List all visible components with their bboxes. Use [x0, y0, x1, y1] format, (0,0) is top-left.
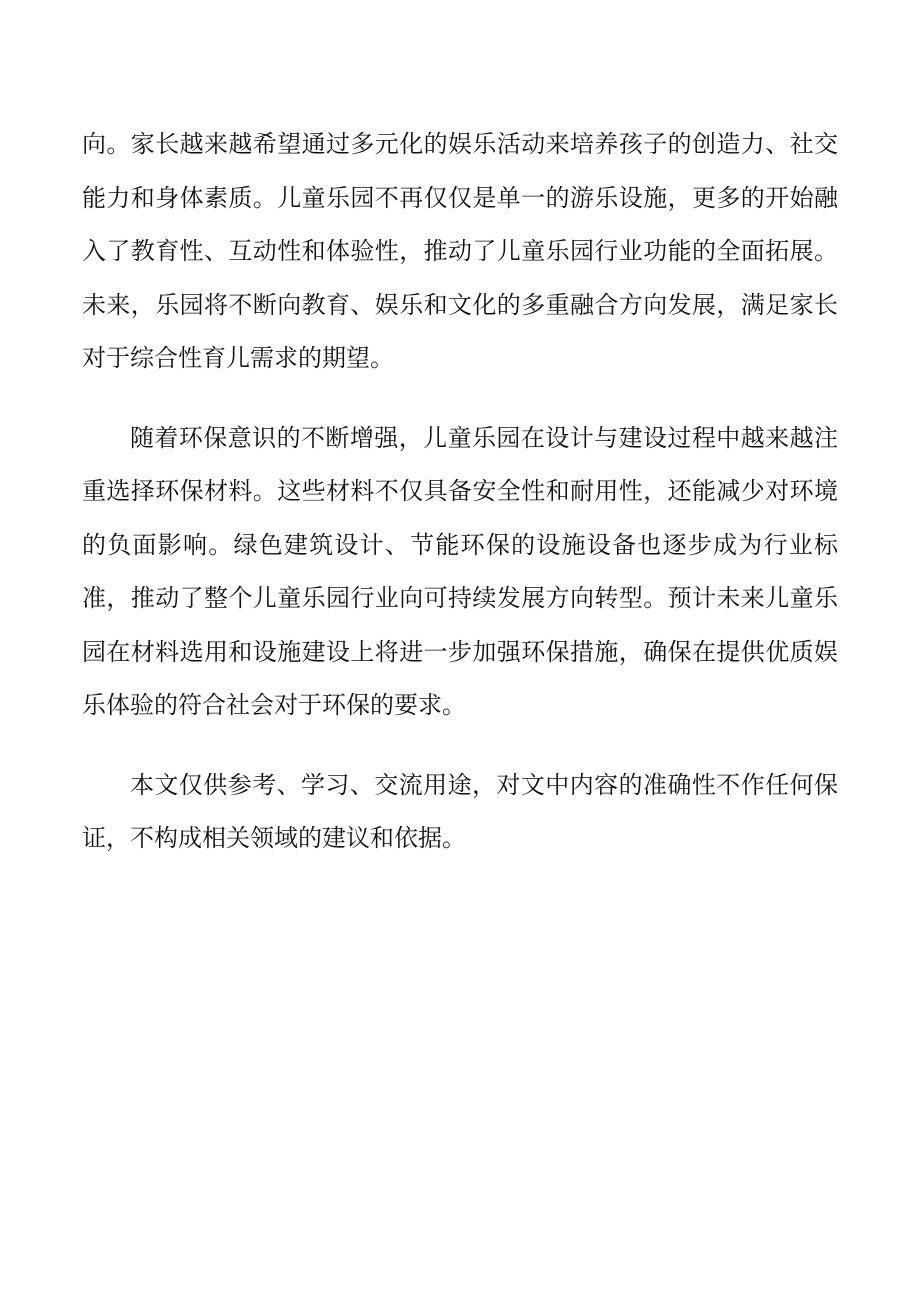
paragraph-disclaimer: 本文仅供参考、学习、交流用途，对文中内容的准确性不作任何保证，不构成相关领域的建议和依据。 — [82, 770, 838, 852]
paragraph-continuation: 向。家长越来越希望通过多元化的娱乐活动来培养孩子的创造力、社交能力和身体素质。儿童乐园不再仅仅是单一的游乐设施，更多的开始融入了教育性、互动性和体验性，推动了儿童乐园行业功能的全面拓展。未来，乐园将不断向教育、娱乐和文化的多重融合方向发展，满足家长对于综合性育儿需求的期望。 — [82, 130, 838, 372]
paragraph-environmental: 随着环保意识的不断增强，儿童乐园在设计与建设过程中越来越注重选择环保材料。这些材料不仅具备安全性和耐用性，还能减少对环境的负面影响。绿色建筑设计、节能环保的设施设备也逐步成为行业标准，推动了整个儿童乐园行业向可持续发展方向转型。预计未来儿童乐园在材料选用和设施建设上将进一步加强环保措施，确保在提供优质娱乐体验的符合社会对于环保的要求。 — [82, 423, 838, 719]
document-body — [82, 118, 838, 892]
